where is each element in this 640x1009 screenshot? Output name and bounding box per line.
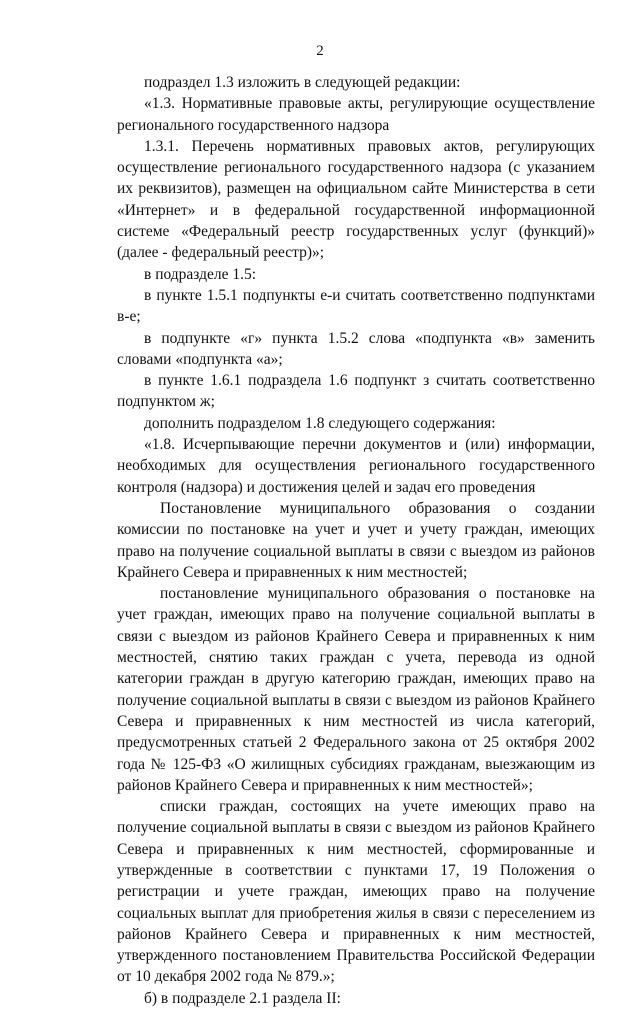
- paragraph: в пункте 1.6.1 подраздела 1.6 подпункт з считать соответственно подпунктом ж;: [117, 372, 595, 411]
- paragraph: 1.3.1. Перечень нормативных правовых актов, регулирующих осуществление регионального государственного надзора (с указанием их реквизитов), размещен на официальном сайте Министерства в сети «Интернет» и в федеральной государственной информационной системе «Федеральный реестр государственных услуг (функций)» (далее - федеральный реестр)»;: [117, 137, 595, 262]
- paragraph: списки граждан, состоящих на учете имеющих право на получение социальной выплаты в связи с выездом из районов Крайнего Севера и приравненных к ним местностей, сформированные и утвержденные в соответствии с пунктами 17, 19 Положения о регистрации и учете граждан, имеющих право на получение социальных выплат для приобретения жилья в связи с переселением из районов Крайнего Севера и приравненных к ним местностей, утвержденного постановлением Правительства Российской Федерации от 10 декабря 2002 года № 879.»;: [117, 798, 595, 986]
- paragraph: постановление муниципального образования о постановке на учет граждан, имеющих право на получение социальной выплаты в связи с выездом из районов Крайнего Севера и приравненных к ним местностей, снятию таких граждан с учета, перевода из одной категории граждан в другую категорию граждан, имеющих право на получение социальной выплаты в связи с выездом из районов Крайнего Севера и приравненных к ним местностей из числа категорий, предусмотренных статьей 2 Федерального закона от 25 октября 2002 года № 125-ФЗ «О жилищных субсидиях гражданам, выезжающим из районов Крайнего Севера и приравненных к ним местностей»;: [117, 585, 595, 794]
- document-body: [117, 72, 595, 1009]
- paragraph: дополнить подразделом 1.8 следующего содержания:: [144, 414, 496, 432]
- paragraph: подраздел 1.3 изложить в следующей редакции:: [144, 74, 461, 91]
- paragraph: в пункте 1.5.1 подпункты е-и считать соответственно подпунктами в-е;: [117, 286, 595, 326]
- page-number: 2: [316, 43, 324, 59]
- paragraph: Постановление муниципального образования о создании комиссии по постановке на учет и учет и учету граждан, имеющих право на получение социальной выплаты в связи с выездом из районов Крайнего Севера и приравненных к ним местностей;: [117, 499, 595, 581]
- paragraph: в подразделе 1.5:: [144, 265, 257, 283]
- paragraph: б) в подразделе 2.1 раздела II:: [144, 989, 341, 1007]
- paragraph: «1.8. Исчерпывающие перечни документов и (или) информации, необходимых для осуществления регионального государственного контроля (надзора) и достижения целей и задач его проведения: [117, 436, 595, 496]
- paragraph: в подпункте «г» пункта 1.5.2 слова «подпункта «в» заменить словами «подпункта «а»;: [117, 329, 595, 368]
- paragraph: «1.3. Нормативные правовые акты, регулирующие осуществление регионального государственного надзора: [117, 95, 595, 134]
